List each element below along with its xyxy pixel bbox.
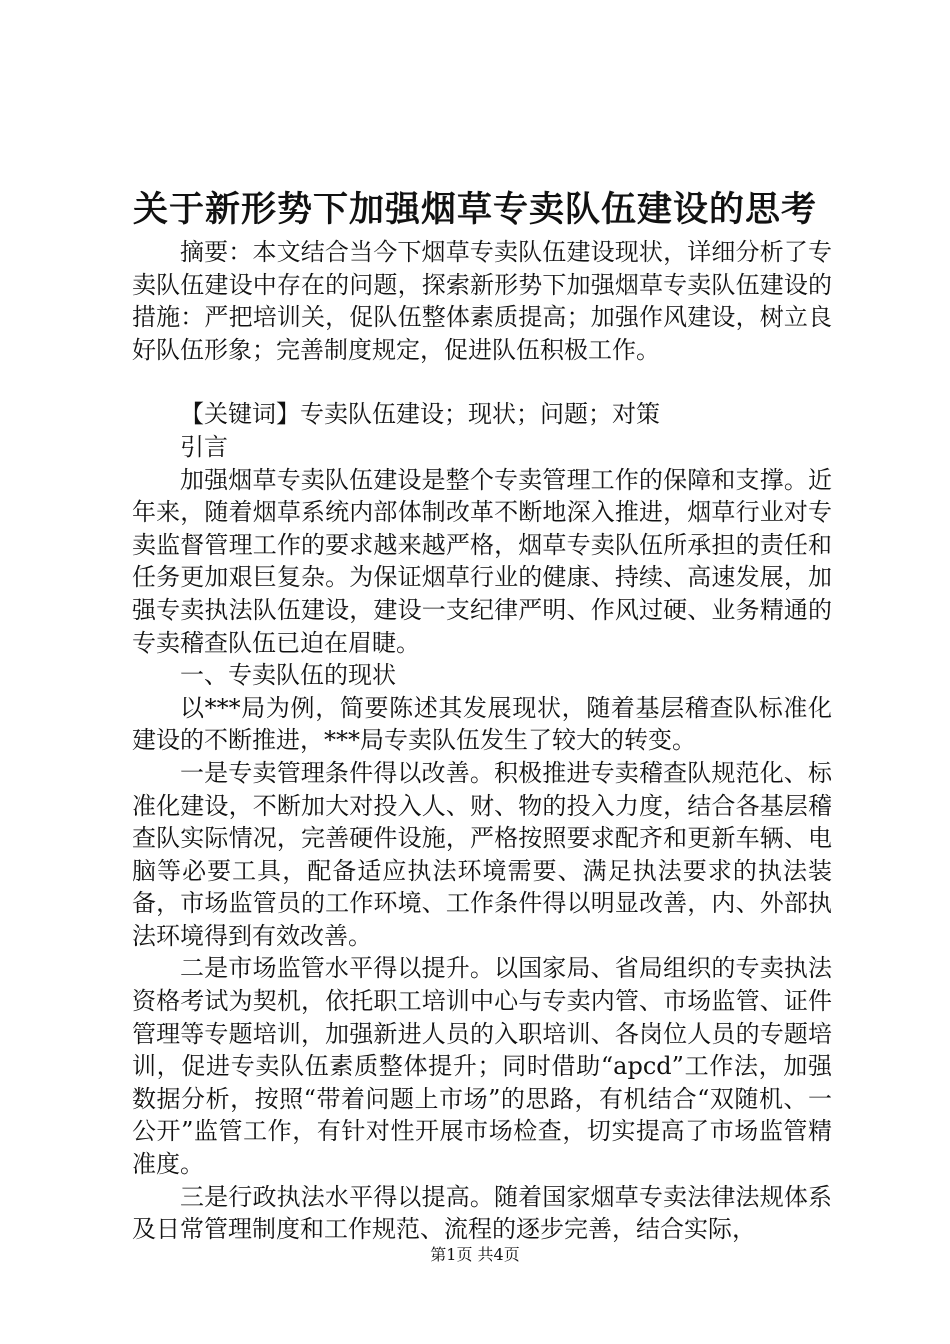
body-paragraph: 二是市场监管水平得以提升。以国家局、省局组织的专卖执法资格考试为契机，依托职工培训中心与专卖内管、市场监管、证件管理等专题培训，加强新进人员的入职培训、各岗位人员的专题培训，促进专卖队伍素质整体提升；同时借助“apcd”工作法，加强数据分析，按照“带着问题上市场”的思路，有机结合“双随机、一公开”监管工作，有针对性开展市场检查，切实提高了市场监管精准度。 — [132, 954, 832, 1179]
body-paragraph: 三是行政执法水平得以提高。随着国家烟草专卖法律法规体系及日常管理制度和工作规范、流程的逐步完善，结合实际， — [132, 1182, 832, 1244]
body-paragraph: 以***局为例，简要陈述其发展现状，随着基层稽查队标准化建设的不断推进，***局专卖队伍发生了较大的转变。 — [132, 693, 832, 755]
abstract-paragraph: 摘要：本文结合当今下烟草专卖队伍建设现状，详细分析了专卖队伍建设中存在的问题，探索新形势下加强烟草专卖队伍建设的措施：严把培训关，促队伍整体素质提高；加强作风建设，树立良好队伍形象；完善制度规定，促进队伍积极工作。 — [132, 238, 832, 364]
body-paragraph: 加强烟草专卖队伍建设是整个专卖管理工作的保障和支撑。近年来，随着烟草系统内部体制改革不断地深入推进，烟草行业对专卖监督管理工作的要求越来越严格，烟草专卖队伍所承担的责任和任务更加艰巨复杂。为保证烟草行业的健康、持续、高速发展，加强专卖执法队伍建设，建设一支纪律严明、作风过硬、业务精通的专卖稽查队伍已迫在眉睫。 — [132, 465, 832, 657]
keywords-paragraph: 【关键词】专卖队伍建设；现状；问题；对策 — [180, 400, 660, 429]
document-body — [132, 236, 832, 1246]
body-paragraph: 一是专卖管理条件得以改善。积极推进专卖稽查队规范化、标准化建设，不断加大对投入人、财、物的投入力度，结合各基层稽查队实际情况，完善硬件设施，严格按照要求配齐和更新车辆、电脑等必要工具，配备适应执法环境需要、满足执法要求的执法装备，市场监管员的工作环境、工作条件得以明显改善，内、外部执法环境得到有效改善。 — [132, 758, 832, 950]
section-heading: 一、专卖队伍的现状 — [180, 661, 396, 690]
document-title: 关于新形势下加强烟草专卖队伍建设的思考 — [132, 189, 817, 230]
page-footer: 第1页 共4页 — [430, 1245, 520, 1264]
intro-heading: 引言 — [180, 432, 228, 461]
